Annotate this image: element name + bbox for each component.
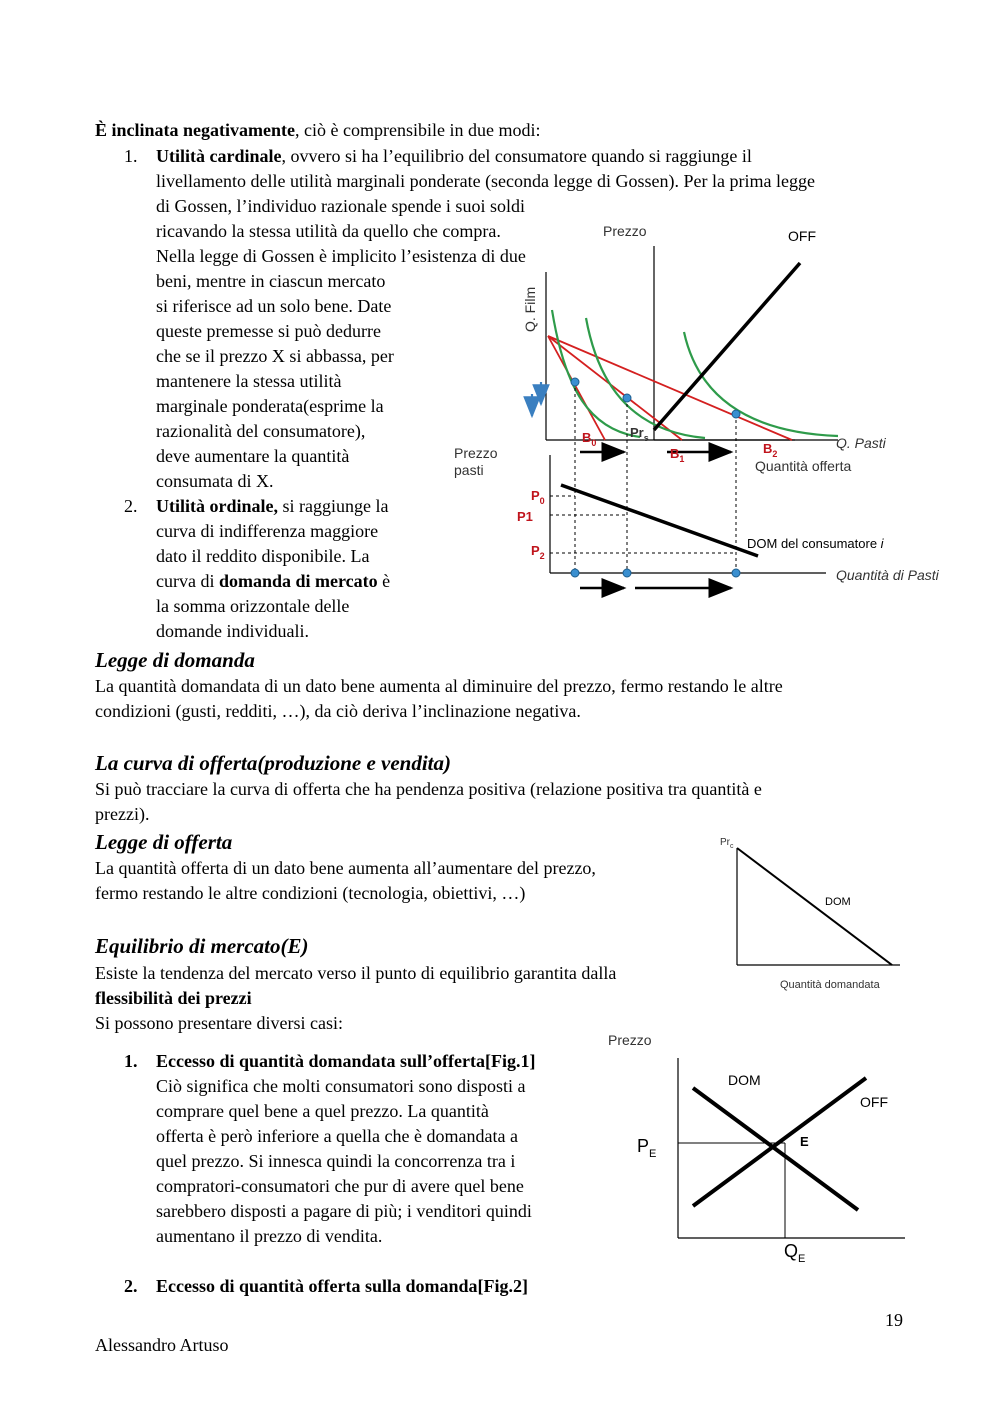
item2-first-line <box>156 494 388 519</box>
item2-title: Utilità ordinale, <box>156 496 278 516</box>
tangency-point <box>732 410 740 418</box>
eq-off-label: OFF <box>860 1094 888 1110</box>
budget-line-b1 <box>548 336 682 440</box>
item2-line: la somma orizzontale delle <box>156 596 350 616</box>
case1-line: sarebbero disposti a pagare di più; i venditori quindi <box>156 1201 532 1221</box>
case1-line: quel prezzo. Si innesca quindi la concorrenza tra i <box>156 1151 516 1171</box>
dom-x-label: Quantità domandata <box>780 979 880 991</box>
case2-title: Eccesso di quantità offerta sulla domanda[Fig.2] <box>156 1276 529 1296</box>
item2-line: domande individuali. <box>156 621 309 641</box>
eq-pe-label: $P_E$ <box>637 1136 657 1160</box>
budget-label-b2: $B_2$ <box>763 441 778 459</box>
case1-title: Eccesso di quantità domandata sull’offerta[Fig.1] <box>156 1051 536 1071</box>
supply-qty-label: Quantità offerta <box>755 458 852 474</box>
item2-line4-pre: curva di <box>156 571 219 591</box>
para-line: prezzi). <box>95 804 150 824</box>
item1-line: marginale ponderata(esprime la <box>156 396 384 416</box>
case1-line: compratori-consumatori che pur di avere quel bene <box>156 1176 524 1196</box>
para-line: condizioni (gusti, redditi, …), da ciò deriva l’inclinazione negativa. <box>95 701 581 721</box>
heading-equilibrio: Equilibrio di mercato(E) <box>95 934 309 958</box>
item1-line: mantenere la stessa utilità <box>156 371 342 391</box>
item2-line4-post: è <box>377 571 391 591</box>
case2-number: 2. <box>124 1276 138 1296</box>
item1-line: beni, mentre in ciascun mercato <box>156 271 386 291</box>
author: Alessandro Artuso <box>95 1335 229 1355</box>
item1-line: consumata di X. <box>156 471 274 491</box>
eq-qe-label: $Q_E$ <box>784 1241 806 1265</box>
x-axis-label <box>836 435 887 451</box>
item2-line: curva di indifferenza maggiore <box>156 521 379 541</box>
gossen-figure <box>440 215 960 600</box>
item1-line: Nella legge di Gossen è implicito l’esistenza di due <box>156 246 526 266</box>
price-label-p2: $P_2$ <box>531 543 545 561</box>
eq-dom-line <box>693 1088 858 1210</box>
price-label-p1: P1 <box>517 509 533 524</box>
item1-line: queste premesse si può dedurre <box>156 321 381 341</box>
heading-legge-domanda: Legge di domanda <box>95 648 255 672</box>
budget-label-b1: $B_1$ <box>670 446 685 464</box>
para-line: Si può tracciare la curva di offerta che ha pendenza positiva (relazione positiva tra quantità e <box>95 779 762 799</box>
item1-line: deve aumentare la quantità <box>156 446 350 466</box>
para-line: Si possono presentare diversi casi: <box>95 1013 343 1033</box>
dom-label: DOM del consumatore i <box>747 536 884 551</box>
heading-legge-offerta: Legge di offerta <box>95 830 233 854</box>
quantity-point <box>732 569 740 577</box>
prs-label: $Pr_s$ <box>630 425 649 443</box>
bottom-axis-label: Prezzo <box>454 445 498 461</box>
eq-dom-label: DOM <box>728 1072 761 1088</box>
case1-line: aumentano il prezzo di vendita. <box>156 1226 383 1246</box>
bottom-axis-label: pasti <box>454 462 484 478</box>
budget-line-b2 <box>548 336 792 440</box>
item1-title: Utilità cardinale <box>156 146 282 166</box>
para-line-bold: flessibilità dei prezzi <box>95 988 252 1008</box>
heading-curva-offerta: La curva di offerta(produzione e vendita) <box>95 751 451 775</box>
para-line: La quantità offerta di un dato bene aumenta all’aumentare del prezzo, <box>95 858 596 878</box>
top-axis-label: Prezzo <box>603 223 647 239</box>
off-label: OFF <box>788 228 816 244</box>
item2-number: 2. <box>124 496 138 516</box>
intro-paragraph <box>95 118 540 143</box>
para-line: fermo restando le altre condizioni (tecnologia, obiettivi, …) <box>95 883 526 903</box>
item1-line: di Gossen, l’individuo razionale spende i suoi soldi <box>156 196 525 216</box>
case1-line: Ciò significa che molti consumatori sono disposti a <box>156 1076 526 1096</box>
para-line: La quantità domandata di un dato bene aumenta al diminuire del prezzo, fermo restando le altre <box>95 676 783 696</box>
indifference-curve-3 <box>684 332 838 436</box>
item1-number: 1. <box>124 146 138 166</box>
quantity-point <box>571 569 579 577</box>
item2-line: dato il reddito disponibile. La <box>156 546 370 566</box>
tangency-point <box>571 378 579 386</box>
dom-curve <box>737 848 892 965</box>
case1-number: 1. <box>124 1051 138 1071</box>
case1-line: comprare quel bene a quel prezzo. La quantità <box>156 1101 489 1121</box>
budget-line-b0 <box>548 336 605 440</box>
item1-line: ricavando la stessa utilità da quello che compra. <box>156 221 501 241</box>
supply-line-off <box>654 263 800 430</box>
bottom-x-axis-label: Quantità di Pasti <box>836 567 939 583</box>
item1-first-line <box>156 144 752 169</box>
eq-off-line <box>693 1078 866 1206</box>
intro-lead: È inclinata negativamente <box>95 120 295 140</box>
y-axis-label: Q. Film <box>522 286 538 332</box>
page-number: 19 <box>885 1310 903 1330</box>
case1-line: offerta è però inferiore a quella che è domandata a <box>156 1126 518 1146</box>
item1-first-rest: , ovvero si ha l’equilibrio del consumatore quando si raggiunge il <box>281 146 752 166</box>
eq-y-label: Prezzo <box>608 1032 652 1048</box>
item2-first-rest: si raggiunge la <box>278 496 389 516</box>
price-label-p0: $P_0$ <box>531 488 545 506</box>
eq-e-label: E <box>800 1134 809 1149</box>
quantity-point <box>623 569 631 577</box>
para-line: Esiste la tendenza del mercato verso il punto di equilibrio garantita dalla <box>95 963 617 983</box>
item1-line: razionalità del consumatore), <box>156 421 366 441</box>
dom-curve-label: DOM <box>825 896 851 908</box>
item1-line: livellamento delle utilità marginali ponderate (seconda legge di Gossen). Per la prima legge <box>156 171 815 191</box>
demand-figure <box>715 830 915 995</box>
x-axis-label-text: Q. Pasti <box>836 435 886 451</box>
equilibrium-figure <box>600 1025 920 1270</box>
demand-line <box>561 485 758 556</box>
item2-line4-bold: domanda di mercato <box>218 571 378 591</box>
item1-line: si riferisce ad un solo bene. Date <box>156 296 392 316</box>
budget-label-b0: $B_0$ <box>582 430 597 448</box>
intro-rest: , ciò è comprensibile in due modi: <box>295 120 541 140</box>
item1-line: che se il prezzo X si abbassa, per <box>156 346 394 366</box>
dom-y-label: $Pr_c$ <box>720 837 734 850</box>
tangency-point <box>623 394 631 402</box>
item2-line <box>156 569 390 594</box>
